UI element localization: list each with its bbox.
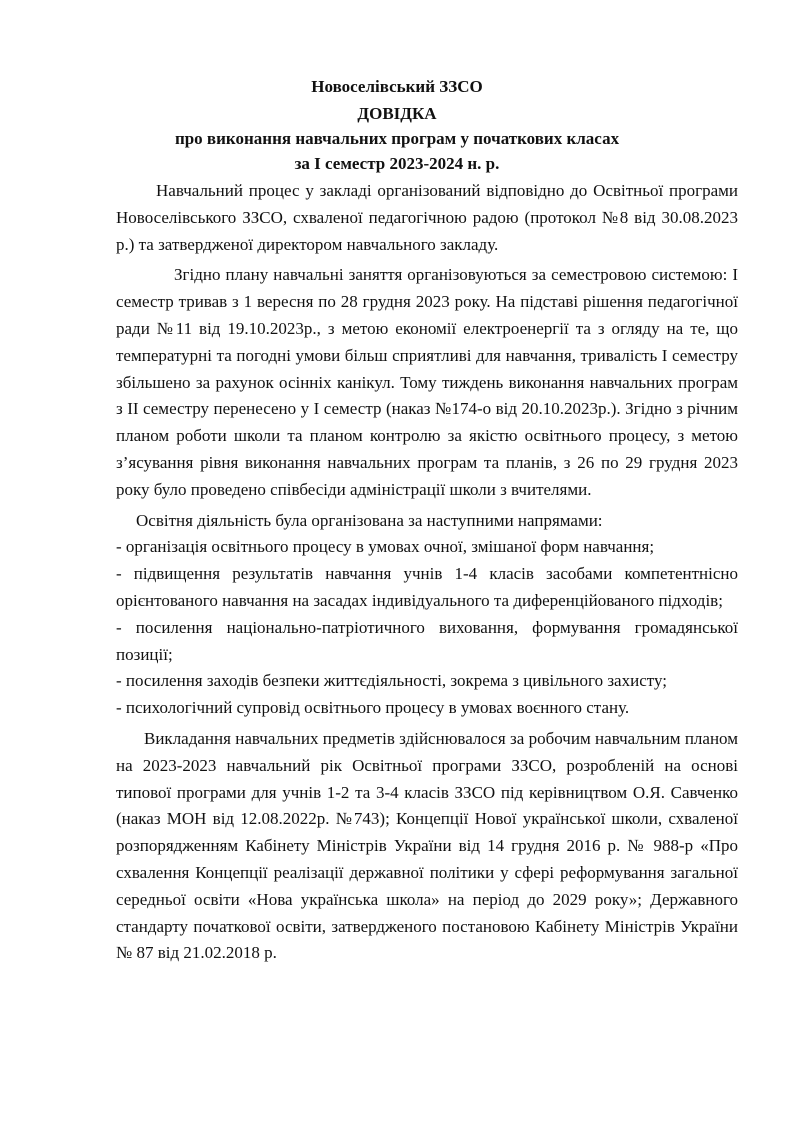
direction-item: - підвищення результатів навчання учнів 1-4 класів засобами компетентнісно орієнтованого навчання на засадах індивідуального та диференційованого підходів; xyxy=(116,564,738,610)
document-body xyxy=(116,178,738,967)
paragraph-curriculum: Викладання навчальних предметів здійснювалося за робочим навчальним планом на 2023-2023 навчальний рік Освітньої програми ЗЗСО, розробленій на основі типової програми для учнів 1-2 та 3-4 класів ЗЗСО під керівництвом О.Я. Савченко (наказ МОН від 12.08.2022р. №743); Концепції Нової української школи, схваленої розпорядженням Кабінету Міністрів України від 14 грудня 2016 р. № 988-р «Про схвалення Концепції реалізації державної політики у сфері реформування загальної середньої освіти «Нова українська школа» на період до 2029 року»; Державного стандарту початкової освіти, затвердженого постановою Кабінету Міністрів України № 87 від 21.02.2018 р. xyxy=(116,728,738,963)
direction-item: - організація освітнього процесу в умовах очної, змішаної форм навчання; xyxy=(116,537,655,557)
direction-item: - посилення національно-патріотичного виховання, формування громадянської позиції; xyxy=(116,617,738,664)
direction-item: - посилення заходів безпеки життєдіяльності, зокрема з цивільного захисту; xyxy=(116,671,667,691)
paragraph-directions-intro: Освітня діяльність була організована за наступними напрямами: xyxy=(136,510,603,530)
paragraph-schedule: Згідно плану навчальні заняття організовуються за семестровою системою: I семестр тривав з 1 вересня по 28 грудня 2023 року. На підставі рішення педагогічної ради №11 від 19.10.2023р., з метою економії електроенергії та з огляду на те, що температурні та погодні умови більш сприятливі для навчання, тривалість I семестру збільшено за рахунок осінніх канікул. Тому тиждень виконання навчальних програм з II семестру перенесено у I семестр (наказ №174-о від 20.10.2023р.). Згідно з річним планом роботи школи та планом контролю за якістю освітнього процесу, з метою з’ясування рівня виконання навчальних програм та планів, з 26 по 29 грудня 2023 року було проведено співбесіди адміністрації школи з вчителями. xyxy=(116,265,738,499)
direction-item: - психологічний супровід освітнього процесу в умовах воєнного стану. xyxy=(116,698,630,718)
paragraph-intro: Навчальний процес у закладі організований відповідно до Освітньої програми Новоселівського ЗЗСО, схваленої педагогічною радою (протокол №8 від 30.08.2023 р.) та затвердженої директором навчального закладу. xyxy=(116,181,738,254)
document-subject: про виконання навчальних програм у початкових класах xyxy=(174,129,620,148)
school-name: Новоселівський ЗЗСО xyxy=(311,77,483,96)
document-period: за I семестр 2023-2024 н. р. xyxy=(294,154,500,173)
document-title: ДОВІДКА xyxy=(357,104,437,123)
